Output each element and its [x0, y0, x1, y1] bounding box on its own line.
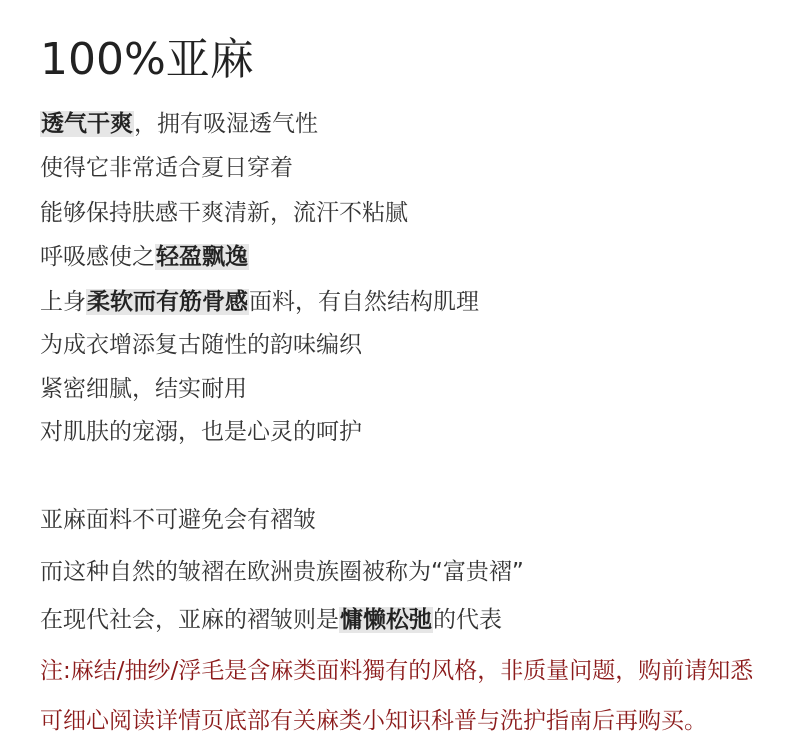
highlight-text: 柔软而有筋骨感: [87, 289, 248, 315]
line-text: 的代表: [433, 607, 502, 633]
highlight-text: 透气干爽: [41, 111, 133, 137]
paragraph-line: 能够保持肤感干爽清新，流汗不粘腻: [40, 200, 408, 226]
line-text: 上身: [40, 289, 86, 315]
paragraph-line: [40, 286, 479, 318]
line-text: 呼吸感使之: [40, 244, 155, 270]
highlight-text: 慵懒松弛: [340, 607, 432, 633]
line-text: 面料，有自然结构肌理: [249, 289, 479, 315]
line-text: ，拥有吸湿透气性: [134, 111, 318, 137]
paragraph-line: 为成衣增添复古随性的韵味编织: [40, 332, 362, 358]
paragraph-line: [40, 604, 502, 636]
paragraph-line: 紧密细腻，结实耐用: [40, 376, 247, 402]
note-line: 注:麻结/抽纱/浮毛是含麻类面料獨有的风格，非质量问题，购前请知悉: [40, 658, 754, 684]
highlight-text: 轻盈飘逸: [156, 244, 248, 270]
paragraph-line: 而这种自然的皱褶在欧洲贵族圈被称为“富贵褶”: [40, 559, 524, 585]
line-text: 在现代社会，亚麻的褶皱则是: [40, 607, 339, 633]
paragraph-line: 使得它非常适合夏日穿着: [40, 155, 293, 181]
page-title: 100%亚麻: [40, 34, 254, 85]
paragraph-line: 亚麻面料不可避免会有褶皱: [40, 507, 316, 533]
paragraph-line: [40, 108, 318, 140]
note-line: 可细心阅读详情页底部有关麻类小知识科普与洗护指南后再购买。: [40, 708, 707, 734]
paragraph-line: 对肌肤的宠溺，也是心灵的呵护: [40, 419, 362, 445]
paragraph-line: [40, 241, 249, 273]
